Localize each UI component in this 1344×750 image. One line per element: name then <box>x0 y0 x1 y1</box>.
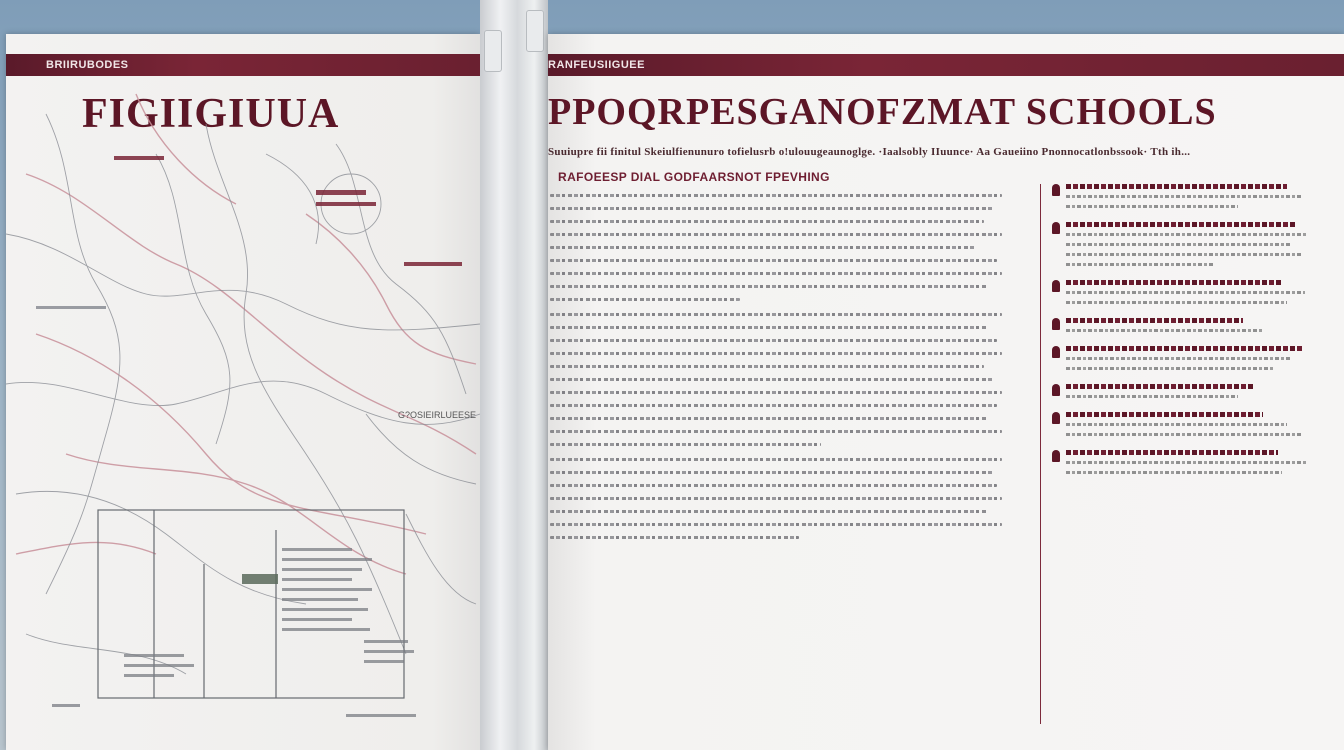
left-page-title: FIGIIGIUUA <box>82 91 340 137</box>
paragraph <box>550 458 1002 539</box>
sidebar-divider <box>1040 184 1041 724</box>
pin-icon <box>1052 384 1060 396</box>
binding-clip <box>526 10 544 52</box>
map-label-stubs <box>36 156 462 584</box>
sidebar-item <box>1052 450 1312 474</box>
paragraph <box>550 194 1002 301</box>
body-text-column <box>550 194 1002 551</box>
pin-icon <box>1052 184 1060 196</box>
sidebar-item <box>1052 222 1312 266</box>
sidebar-list <box>1052 184 1312 488</box>
right-page-title: PPOQRPESGANOFZMAT SCHOOLS <box>548 91 1217 133</box>
map-inset-frames <box>98 510 404 698</box>
region-map <box>6 34 480 750</box>
map-inset-text <box>52 548 416 717</box>
right-page-subtitle: Suuiupre fii finitul Skeiulfienunuro tofielusrb o!ulouugeaunoglge. ·Iaalsobly IIuunce· Aa Gaueiino Pnonnocatlonbssook· Tth ih... <box>548 146 1191 158</box>
section-heading: RAFOEESP DIAL GODFAARSNOT FPEVHING <box>558 170 830 184</box>
map-roads <box>16 94 476 574</box>
right-header-band: RANFEUSIIGUEE <box>548 54 1344 76</box>
sidebar-item <box>1052 280 1312 304</box>
left-header-band: BRIIRUBODES <box>6 54 480 76</box>
sidebar-item <box>1052 184 1312 208</box>
pin-icon <box>1052 280 1060 292</box>
pin-icon <box>1052 412 1060 424</box>
sidebar-item <box>1052 384 1312 398</box>
binding-clip <box>484 30 502 72</box>
book-gutter <box>480 0 548 750</box>
pin-icon <box>1052 346 1060 358</box>
pin-icon <box>1052 222 1060 234</box>
sidebar-item <box>1052 318 1312 332</box>
left-page <box>6 34 480 750</box>
map-lines <box>6 114 480 674</box>
sidebar-item <box>1052 412 1312 436</box>
right-page <box>548 34 1344 750</box>
sidebar-item <box>1052 346 1312 370</box>
pin-icon <box>1052 450 1060 462</box>
paragraph <box>550 313 1002 446</box>
map-label: G?OSIEIRLUEESE <box>398 410 477 420</box>
pin-icon <box>1052 318 1060 330</box>
